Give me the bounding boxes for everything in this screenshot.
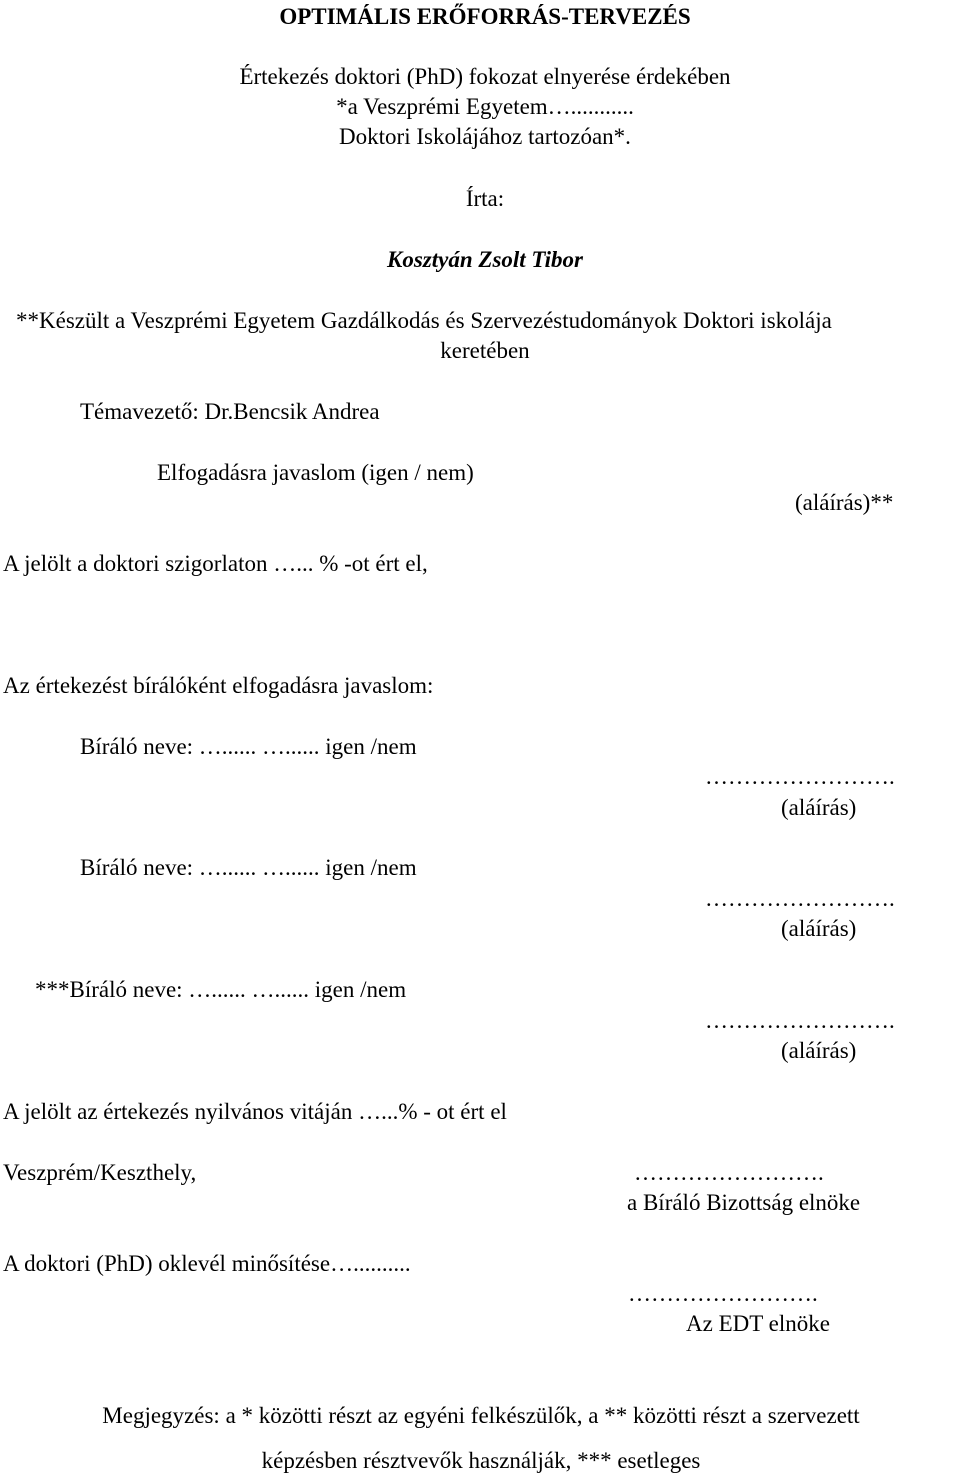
note-line-1: Megjegyzés: a * közötti részt az egyéni felkészülők, a ** közötti részt a szervezett	[102, 1403, 860, 1428]
supervisor-label: Témavezető: Dr.Bencsik Andrea	[80, 399, 380, 424]
prepared-at-line-2: keretében	[440, 338, 530, 363]
edt-chair: Az EDT elnöke	[686, 1311, 830, 1336]
edt-dots: …………………….	[628, 1281, 818, 1306]
place-text: Veszprém/Keszthely,	[3, 1160, 197, 1185]
committee-chair: a Bíráló Bizottság elnöke	[627, 1190, 861, 1215]
committee-dots: …………………….	[634, 1160, 824, 1185]
supervisor-proposal: Elfogadásra javaslom (igen / nem)	[157, 460, 474, 485]
reviewer-1-dots: …………………….	[705, 764, 895, 789]
dissertation-line-3: Doktori Iskolájához tartozóan*.	[339, 124, 631, 149]
author-name: Kosztyán Zsolt Tibor	[387, 247, 583, 272]
reviewer-2-signature: (aláírás)	[781, 916, 857, 941]
dissertation-line-2: *a Veszprémi Egyetem…...........	[336, 94, 634, 119]
exam-result: A jelölt a doktori szigorlaton …... % -ot ért el,	[3, 551, 428, 576]
reviewer-1-signature: (aláírás)	[781, 795, 857, 820]
defense-result: A jelölt az értekezés nyilvános vitáján …...% - ot ért el	[3, 1099, 507, 1124]
reviewer-2-dots: …………………….	[705, 886, 895, 911]
reviewer-3-name: ***Bíráló neve: …...... …...... igen /nem	[35, 977, 407, 1002]
dissertation-line-1: Értekezés doktori (PhD) fokozat elnyerése érdekében	[239, 64, 731, 89]
supervisor-signature: (aláírás)**	[795, 490, 894, 515]
reviewer-3-signature: (aláírás)	[781, 1038, 857, 1063]
reviewers-intro: Az értekezést bírálóként elfogadásra javaslom:	[3, 673, 434, 698]
document-title: OPTIMÁLIS ERŐFORRÁS-TERVEZÉS	[279, 4, 691, 29]
written-by-label: Írta:	[465, 186, 505, 211]
note-line-2: képzésben résztvevők használják, *** esetleges	[261, 1448, 701, 1473]
reviewer-1-name: Bíráló neve: …...... …...... igen /nem	[80, 734, 417, 759]
reviewer-3-dots: …………………….	[705, 1008, 895, 1033]
prepared-at-line-1: **Készült a Veszprémi Egyetem Gazdálkodás és Szervezéstudományok Doktori iskolája	[16, 308, 832, 333]
diploma-qualification: A doktori (PhD) oklevél minősítése…..........	[3, 1251, 411, 1276]
reviewer-2-name: Bíráló neve: …...... …...... igen /nem	[80, 855, 417, 880]
